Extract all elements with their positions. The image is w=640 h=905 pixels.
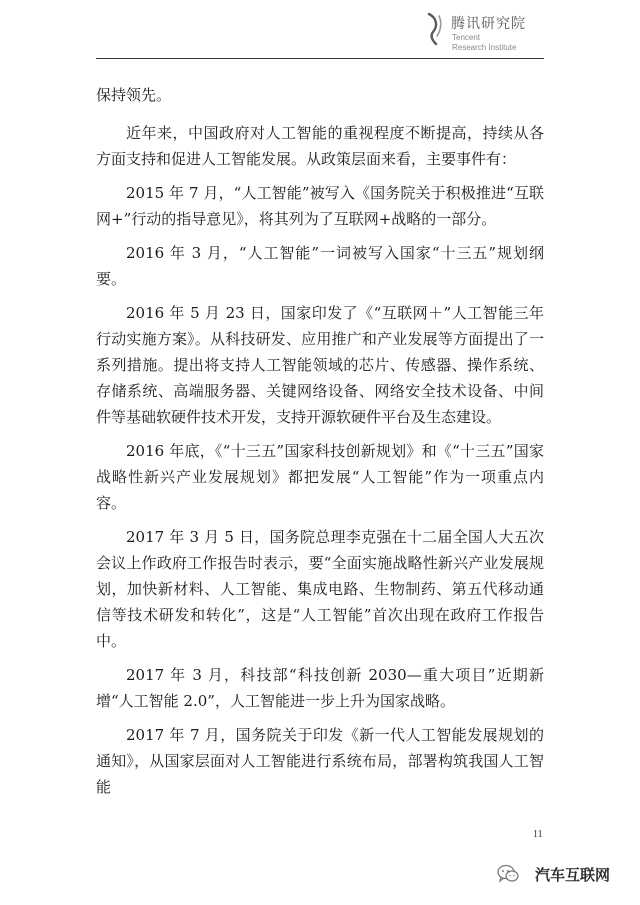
org-name-cn: 腾讯研究院 [451, 16, 526, 32]
paragraph: 2016 年 5 月 23 日，国家印发了《“互联网＋”人工智能三年行动实施方案》。从科技研发、应用推广和产业发展等方面提出了一系列措施。提出将支持人工智能领域的芯片、传感器、操作系统、存储系统、高端服务器、关键网络设备、网络安全技术设备、中间件等基础软硬件技术开发，支持开源软硬件平台及生态建设。 [96, 304, 544, 426]
paragraph: 2015 年 7 月，“人工智能”被写入《国务院关于积极推进“互联网+”行动的指导意见》，将其列为了互联网+战略的一部分。 [96, 184, 544, 228]
header-divider [96, 58, 544, 59]
paragraph: 2016 年底，《“十三五”国家科技创新规划》和《“十三五”国家战略性新兴产业发展规划》都把发展“人工智能”作为一项重点内容。 [96, 442, 544, 512]
tencent-research-logo-icon [425, 12, 445, 46]
watermark-text: 汽车互联网 [535, 866, 611, 884]
paragraph: 保持领先。 [96, 86, 172, 104]
org-name-en-line1: Tencent [452, 33, 481, 42]
page-header [0, 0, 640, 60]
paragraph: 近年来，中国政府对人工智能的重视程度不断提高，持续从各方面支持和促进人工智能发展。从政策层面来看，主要事件有： [96, 124, 544, 168]
paragraph: 2017 年 3 月，科技部“科技创新 2030—重大项目”近期新增“人工智能 2.0”，人工智能进一步上升为国家战略。 [96, 666, 544, 710]
paragraph: 2016 年 3 月，“人工智能”一词被写入国家“十三五”规划纲要。 [96, 244, 544, 288]
paragraph: 2017 年 3 月 5 日，国务院总理李克强在十二届全国人大五次会议上作政府工作报告时表示，要“全面实施战略性新兴产业发展规划，加快新材料、人工智能、集成电路、生物制药、第五代移动通信等技术研发和转化”，这是“人工智能”首次出现在政府工作报告中。 [96, 528, 544, 650]
document-body [96, 82, 544, 808]
org-name-en-line2: Research Institute [452, 43, 517, 52]
paragraph: 2017 年 7 月，国务院关于印发《新一代人工智能发展规划的通知》，从国家层面对人工智能进行系统布局，部署构筑我国人工智能 [96, 726, 544, 796]
page-number: 11 [533, 829, 543, 840]
wechat-icon [497, 864, 519, 884]
